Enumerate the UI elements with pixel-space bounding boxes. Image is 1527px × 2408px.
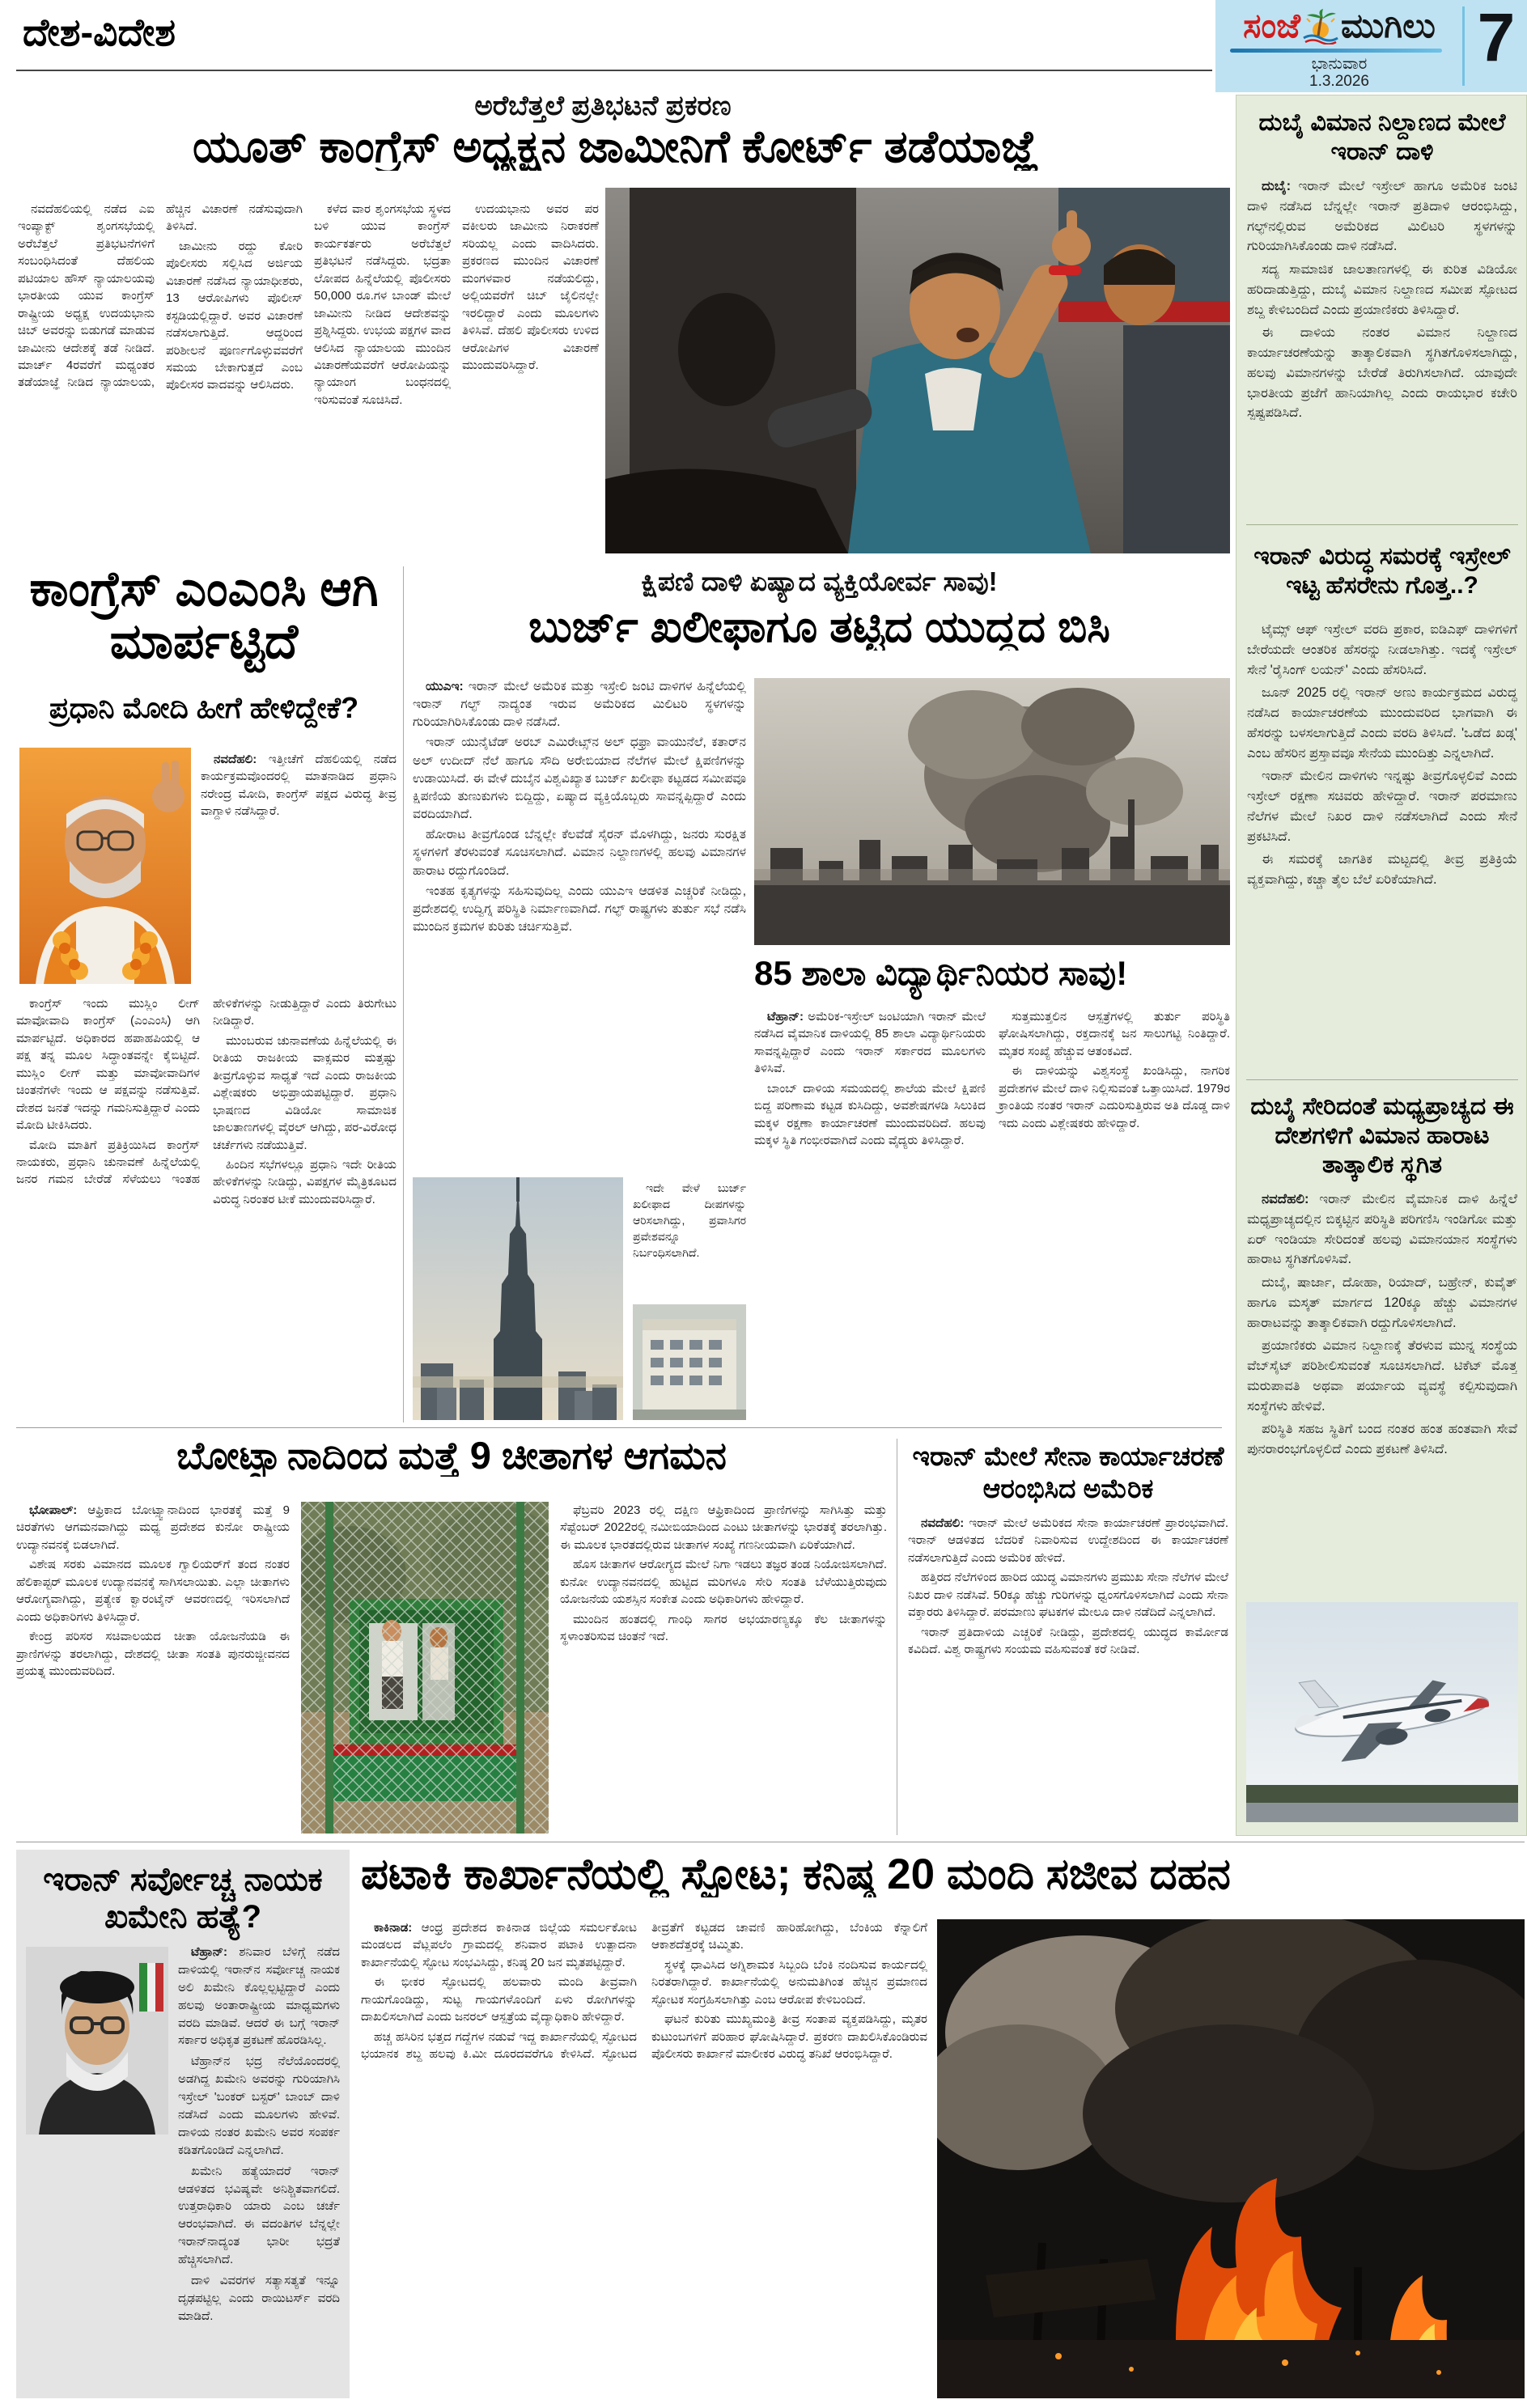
- burj-kicker: ಕ್ಷಿಪಣಿ ದಾಳಿ ಏಷ್ಯಾದ ವ್ಯಕ್ತಿಯೋರ್ವ ಸಾವು!: [641, 566, 998, 596]
- cheetah-body-right: ಫೆಬ್ರವರಿ 2023 ರಲ್ಲಿ ದಕ್ಷಿಣ ಆಫ್ರಿಕಾದಿಂದ ಪ್ರಾಣಿಗಳನ್ನು ಸಾಗಿಸಿತ್ತು ಮತ್ತು ಸೆಪ್ಟೆಂಬರ್ 2022ರಲ್ಲಿ ನಮೀಬಿಯಾದಿಂದ ಎಂಟು ಚೀತಾಗಳನ್ನು ಭಾರತಕ್ಕೆ ತರಲಾಗಿತ್ತು. ಈ ಮೂಲಕ ಭಾರತದಲ್ಲಿರುವ ಚೀತಾಗಳ ಸಂಖ್ಯೆ ಗಣನೀಯವಾಗಿ ಏರಿಕೆಯಾಗಿದೆ. ಹೊಸ ಚೀತಾಗಳ ಆರೋಗ್ಯದ ಮೇಲೆ ನಿಗಾ ಇಡಲು ತಜ್ಞರ ತಂಡ ನಿಯೋಜಿಸಲಾಗಿದೆ. ಕುನೋ ಉದ್ಯಾನವನದಲ್ಲಿ ಹುಟ್ಟಿದ ಮರಿಗಳೂ ಸೇರಿ ಸಂತತಿ ಬೆಳೆಯುತ್ತಿರುವುದು ಯೋಜನೆಯ ಯಶಸ್ಸಿನ ಸಂಕೇತ ಎಂದು ಅಧಿಕಾರಿಗಳು ಹೇಳಿದ್ದಾರೆ. ಮುಂದಿನ ಹಂತದಲ್ಲಿ ಗಾಂಧಿ ಸಾಗರ ಅಭಯಾರಣ್ಯಕ್ಕೂ ಕೆಲ ಚೀತಾಗಳನ್ನು ಸ್ಥಳಾಂತರಿಸುವ ಚಿಂತನೆ ಇದೆ.: [560, 1503, 887, 1644]
- flights-article-body: ನವದೆಹಲಿ: ಇರಾನ್ ಮೇಲಿನ ವೈಮಾನಿಕ ದಾಳಿ ಹಿನ್ನೆಲೆ ಮಧ್ಯಪ್ರಾಚ್ಯದಲ್ಲಿನ ಬಿಕ್ಕಟ್ಟಿನ ಪರಿಸ್ಥಿತಿ ಪರಿಗಣಿಸಿ ಇಂಡಿಗೋ ಮತ್ತು ಏರ್ ಇಂಡಿಯಾ ಸೇರಿದಂತೆ ಹಲವು ವಿಮಾನಯಾನ ಸಂಸ್ಥೆಗಳು ಹಾರಾಟ ಸ್ಥಗಿತಗೊಳಿಸಿವೆ. ದುಬೈ, ಷಾರ್ಜಾ, ದೋಹಾ, ರಿಯಾದ್, ಬಹ್ರೇನ್, ಕುವೈತ್ ಹಾಗೂ ಮಸ್ಕತ್ ಮಾರ್ಗದ 120ಕ್ಕೂ ಹೆಚ್ಚು ವಿಮಾನಗಳ ಹಾರಾಟವನ್ನು ತಾತ್ಕಾಲಿಕವಾಗಿ ರದ್ದುಗೊಳಿಸಲಾಗಿದೆ. ಪ್ರಯಾಣಿಕರು ವಿಮಾನ ನಿಲ್ದಾಣಕ್ಕೆ ತೆರಳುವ ಮುನ್ನ ಸಂಸ್ಥೆಯ ವೆಬ್‌ಸೈಟ್ ಪರಿಶೀಲಿಸುವಂತೆ ಸೂಚಿಸಲಾಗಿದೆ. ಟಿಕೆಟ್ ಮೊತ್ತ ಮರುಪಾವತಿ ಅಥವಾ ಪರ್ಯಾಯ ವ್ಯವಸ್ಥೆ ಕಲ್ಪಿಸುವುದಾಗಿ ಸಂಸ್ಥೆಗಳು ಹೇಳಿವೆ. ಪರಿಸ್ಥಿತಿ ಸಹಜ ಸ್ಥಿತಿಗೆ ಬಂದ ನಂತರ ಹಂತ ಹಂತವಾಗಿ ಸೇವೆ ಪುನರಾರಂಭಗೊಳ್ಳಲಿದೆ ಎಂದು ಪ್ರಕಟಣೆ ತಿಳಿಸಿದೆ.: [1247, 1192, 1517, 1456]
- column-divider-1: [403, 566, 404, 1422]
- us-operation-headline: ಇರಾನ್ ಮೇಲೆ ಸೇನಾ ಕಾರ್ಯಾಚರಣೆ ಆರಂಭಿಸಿದ ಅಮೆರಿಕ: [912, 1441, 1224, 1503]
- airport-article-headline: ದುಬೈ ವಿಮಾನ ನಿಲ್ದಾಣದ ಮೇಲೆ ಇರಾನ್ ದಾಳಿ: [1258, 109, 1506, 165]
- modi-photo: [19, 748, 191, 984]
- modi-headline: ಕಾಂಗ್ರೆಸ್ ಎಂಎಂಸಿ ಆಗಿ ಮಾರ್ಪಟ್ಟಿದೆ: [29, 562, 379, 668]
- us-operation-body: ನವದೆಹಲಿ: ಇರಾನ್ ಮೇಲೆ ಅಮೆರಿಕದ ಸೇನಾ ಕಾರ್ಯಾಚರಣೆ ಪ್ರಾರಂಭವಾಗಿದೆ. ಇರಾನ್ ಆಡಳಿತದ ಬೆದರಿಕೆ ನಿವಾರಿಸುವ ಉದ್ದೇಶದಿಂದ ಈ ಕಾರ್ಯಾಚರಣೆ ನಡೆಸಲಾಗುತ್ತಿದೆ ಎಂದು ಅಮೆರಿಕ ಹೇಳಿದೆ. ಹತ್ತಿರದ ನೆಲೆಗಳಿಂದ ಹಾರಿದ ಯುದ್ಧ ವಿಮಾನಗಳು ಪ್ರಮುಖ ಸೇನಾ ನೆಲೆಗಳ ಮೇಲೆ ನಿಖರ ದಾಳಿ ನಡೆಸಿವೆ. 50ಕ್ಕೂ ಹೆಚ್ಚು ಗುರಿಗಳನ್ನು ಧ್ವಂಸಗೊಳಿಸಲಾಗಿದೆ ಎಂದು ಸೇನಾ ವಕ್ತಾರರು ತಿಳಿಸಿದ್ದಾರೆ. ಪರಮಾಣು ಘಟಕಗಳ ಮೇಲೂ ದಾಳಿ ನಡೆದಿದೆ ಎನ್ನಲಾಗಿದೆ. ಇರಾನ್ ಪ್ರತಿದಾಳಿಯ ಎಚ್ಚರಿಕೆ ನೀಡಿದ್ದು, ಪ್ರದೇಶದಲ್ಲಿ ಯುದ್ಧದ ಕಾರ್ಮೋಡ ಕವಿದಿದೆ. ವಿಶ್ವ ರಾಷ್ಟ್ರಗಳು ಸಂಯಮ ವಹಿಸುವಂತೆ ಕರೆ ನೀಡಿವೆ.: [908, 1516, 1228, 1657]
- smoke-city-photo: [754, 678, 1230, 945]
- newspaper-logo: [1222, 6, 1457, 46]
- burj-body: ಯುಎಇ: ಇರಾನ್ ಮೇಲೆ ಅಮೆರಿಕ ಮತ್ತು ಇಸ್ರೇಲಿ ಜಂಟಿ ದಾಳಿಗಳ ಹಿನ್ನೆಲೆಯಲ್ಲಿ ಇರಾನ್ ಗಲ್ಫ್ ನಾದ್ಯಂತ ಇರುವ ಅಮೆರಿಕದ ಮಿಲಿಟರಿ ಸ್ಥಳಗಳನ್ನು ಗುರಿಯಾಗಿರಿಸಿಕೊಂಡು ದಾಳಿ ನಡೆಸಿದೆ. ಇರಾನ್ ಯುನೈಟೆಡ್ ಅರಬ್ ಎಮಿರೇಟ್ಸ್‌ನ ಅಲ್ ಧಫ್ರಾ ವಾಯುನೆಲೆ, ಕತಾರ್‌ನ ಅಲ್ ಉದೀದ್ ನೆಲೆ ಹಾಗೂ ಸೌದಿ ಅರೇಬಿಯಾದ ನೆಲೆಗಳ ಮೇಲೆ ಕ್ಷಿಪಣಿಗಳನ್ನು ಉಡಾಯಿಸಿದೆ. ಈ ವೇಳೆ ದುಬೈನ ವಿಶ್ವವಿಖ್ಯಾತ ಬುರ್ಜ್ ಖಲೀಫಾ ಕಟ್ಟಡದ ಸಮೀಪವೂ ಕ್ಷಿಪಣಿಯ ತುಣುಕುಗಳು ಬಿದ್ದಿದ್ದು, ಏಷ್ಯಾದ ವ್ಯಕ್ತಿಯೊಬ್ಬರು ಸಾವನ್ನಪ್ಪಿದ್ದಾರೆ ಎಂದು ವರದಿಯಾಗಿದೆ. ಹೋರಾಟ ತೀವ್ರಗೊಂಡ ಬೆನ್ನಲ್ಲೇ ಕೆಲವೆಡೆ ಸೈರನ್ ಮೊಳಗಿದ್ದು, ಜನರು ಸುರಕ್ಷಿತ ಸ್ಥಳಗಳಿಗೆ ತೆರಳುವಂತೆ ಸೂಚಿಸಲಾಗಿದೆ. ವಿಮಾನ ನಿಲ್ದಾಣಗಳಲ್ಲಿ ಹಲವು ವಿಮಾನಗಳ ಹಾರಾಟ ರದ್ದುಗೊಂಡಿದೆ. ಇಂತಹ ಕೃತ್ಯಗಳನ್ನು ಸಹಿಸುವುದಿಲ್ಲ ಎಂದು ಯುಎಇ ಆಡಳಿತ ಎಚ್ಚರಿಕೆ ನೀಡಿದ್ದು, ಪ್ರದೇಶದಲ್ಲಿ ಉದ್ವಿಗ್ನ ಪರಿಸ್ಥಿತಿ ನಿರ್ಮಾಣವಾಗಿದೆ. ಗಲ್ಫ್ ರಾಷ್ಟ್ರಗಳು ತುರ್ತು ಸಭೆ ನಡೆಸಿ ಮುಂದಿನ ಕ್ರಮಗಳ ಕುರಿತು ಚರ್ಚಿಸುತ್ತಿವೆ.: [413, 680, 746, 935]
- khamenei-body: ಟೆಹ್ರಾನ್: ಶನಿವಾರ ಬೆಳಿಗ್ಗೆ ನಡೆದ ದಾಳಿಯಲ್ಲಿ ಇರಾನ್‌ನ ಸರ್ವೋಚ್ಚ ನಾಯಕ ಅಲಿ ಖಮೇನಿ ಕೊಲ್ಲಲ್ಪಟ್ಟಿದ್ದಾರೆ ಎಂದು ಹಲವು ಅಂತಾರಾಷ್ಟ್ರೀಯ ಮಾಧ್ಯಮಗಳು ವರದಿ ಮಾಡಿವೆ. ಆದರೆ ಈ ಬಗ್ಗೆ ಇರಾನ್ ಸರ್ಕಾರ ಅಧಿಕೃತ ಪ್ರಕಟಣೆ ಹೊರಡಿಸಿಲ್ಲ. ಟೆಹ್ರಾನ್‌ನ ಭದ್ರ ನೆಲೆಯೊಂದರಲ್ಲಿ ಅಡಗಿದ್ದ ಖಮೇನಿ ಅವರನ್ನು ಗುರಿಯಾಗಿಸಿ ಇಸ್ರೇಲ್ 'ಬಂಕರ್ ಬಸ್ಟರ್' ಬಾಂಬ್ ದಾಳಿ ನಡೆಸಿದೆ ಎಂದು ಮೂಲಗಳು ಹೇಳಿವೆ. ದಾಳಿಯ ನಂತರ ಖಮೇನಿ ಅವರ ಸಂಪರ್ಕ ಕಡಿತಗೊಂಡಿದೆ ಎನ್ನಲಾಗಿದೆ. ಖಮೇನಿ ಹತ್ಯೆಯಾದರೆ ಇರಾನ್ ಆಡಳಿತದ ಭವಿಷ್ಯವೇ ಅನಿಶ್ಚಿತವಾಗಲಿದೆ. ಉತ್ತರಾಧಿಕಾರಿ ಯಾರು ಎಂಬ ಚರ್ಚೆ ಆರಂಭವಾಗಿದೆ. ಈ ವದಂತಿಗಳ ಬೆನ್ನಲ್ಲೇ ಇರಾನ್‌ನಾದ್ಯಂತ ಭಾರೀ ಭದ್ರತೆ ಹೆಚ್ಚಿಸಲಾಗಿದೆ. ದಾಳಿ ವಿವರಗಳ ಸತ್ಯಾಸತ್ಯತೆ ಇನ್ನೂ ದೃಢಪಟ್ಟಿಲ್ಲ ಎಂದು ರಾಯಿಟರ್ಸ್ ವರದಿ ಮಾಡಿದೆ.: [178, 1945, 340, 2323]
- section-title: ದೇಶ-ವಿದೇಶ: [23, 11, 176, 53]
- firecracker-headline: ಪಟಾಕಿ ಕಾರ್ಖಾನೆಯಲ್ಲಿ ಸ್ಫೋಟ; ಕನಿಷ್ಠ 20 ಮಂದಿ ಸಜೀವ ದಹನ: [361, 1851, 1231, 1898]
- school-body: ಟೆಹ್ರಾನ್: ಅಮೆರಿಕ-ಇಸ್ರೇಲ್ ಜಂಟಿಯಾಗಿ ಇರಾನ್ ಮೇಲೆ ನಡೆಸಿದ ವೈಮಾನಿಕ ದಾಳಿಯಲ್ಲಿ 85 ಶಾಲಾ ವಿದ್ಯಾರ್ಥಿನಿಯರು ಸಾವನ್ನಪ್ಪಿದ್ದಾರೆ ಎಂದು ಇರಾನ್ ಸರ್ಕಾರದ ಮೂಲಗಳು ತಿಳಿಸಿವೆ. ಬಾಂಬ್ ದಾಳಿಯ ಸಮಯದಲ್ಲಿ ಶಾಲೆಯ ಮೇಲೆ ಕ್ಷಿಪಣಿ ಬಿದ್ದ ಪರಿಣಾಮ ಕಟ್ಟಡ ಕುಸಿದಿದ್ದು, ಅವಶೇಷಗಳಡಿ ಸಿಲುಕಿದ ಮಕ್ಕಳ ರಕ್ಷಣಾ ಕಾರ್ಯಾಚರಣೆ ಮುಂದುವರಿದಿದೆ. ಹಲವು ಮಕ್ಕಳ ಸ್ಥಿತಿ ಗಂಭೀರವಾಗಿದೆ ಎಂದು ವೈದ್ಯರು ತಿಳಿಸಿದ್ದಾರೆ. ಸುತ್ತಮುತ್ತಲಿನ ಆಸ್ಪತ್ರೆಗಳಲ್ಲಿ ತುರ್ತು ಪರಿಸ್ಥಿತಿ ಘೋಷಿಸಲಾಗಿದ್ದು, ರಕ್ತದಾನಕ್ಕೆ ಜನ ಸಾಲುಗಟ್ಟಿ ನಿಂತಿದ್ದಾರೆ. ಮೃತರ ಸಂಖ್ಯೆ ಹೆಚ್ಚುವ ಆತಂಕವಿದೆ. ಈ ದಾಳಿಯನ್ನು ವಿಶ್ವಸಂಸ್ಥೆ ಖಂಡಿಸಿದ್ದು, ನಾಗರಿಕ ಪ್ರದೇಶಗಳ ಮೇಲೆ ದಾಳಿ ನಿಲ್ಲಿಸುವಂತೆ ಒತ್ತಾಯಿಸಿದೆ. 1979ರ ಕ್ರಾಂತಿಯ ನಂತರ ಇರಾನ್ ಎದುರಿಸುತ್ತಿರುವ ಅತಿ ದೊಡ್ಡ ದಾಳಿ ಇದು ಎಂದು ವಿಶ್ಲೇಷಕರು ಹೇಳಿದ್ದಾರೆ.: [754, 1010, 1230, 1148]
- modi-subhead: ಪ್ರಧಾನಿ ಮೋದಿ ಹೀಗೆ ಹೇಳಿದ್ದೇಕೆ?: [49, 691, 359, 724]
- arrest-photo: [605, 188, 1230, 553]
- lead-body: ನವದೆಹಲಿಯಲ್ಲಿ ನಡೆದ ಎಐ ಇಂಪ್ಯಾಕ್ಟ್ ಶೃಂಗಸಭೆಯಲ್ಲಿ ಅರೆಬೆತ್ತಲೆ ಪ್ರತಿಭಟನೆಗಳಿಗೆ ಸಂಬಂಧಿಸಿದಂತೆ ದೆಹಲಿಯ ಪಟಿಯಾಲ ಹೌಸ್ ನ್ಯಾಯಾಲಯವು ಭಾರತೀಯ ಯುವ ಕಾಂಗ್ರೆಸ್ ರಾಷ್ಟ್ರೀಯ ಅಧ್ಯಕ್ಷ ಉದಯಭಾನು ಚಿಬ್ ಅವರನ್ನು ಬಿಡುಗಡೆ ಮಾಡುವ ಜಾಮೀನು ಆದೇಶಕ್ಕೆ ತಡೆ ನೀಡಿದೆ. ಮಾರ್ಚ್ 4ರವರೆಗೆ ಮಧ್ಯಂತರ ತಡೆಯಾಜ್ಞೆ ನೀಡಿದ ನ್ಯಾಯಾಲಯ, ಹೆಚ್ಚಿನ ವಿಚಾರಣೆ ನಡೆಸುವುದಾಗಿ ತಿಳಿಸಿದೆ. ಜಾಮೀನು ರದ್ದು ಕೋರಿ ಪೊಲೀಸರು ಸಲ್ಲಿಸಿದ ಅರ್ಜಿಯ ವಿಚಾರಣೆ ನಡೆಸಿದ ನ್ಯಾಯಾಧೀಶರು, 13 ಆರೋಪಿಗಳು ಪೊಲೀಸ್ ಕಸ್ಟಡಿಯಲ್ಲಿದ್ದಾರೆ. ಅವರ ವಿಚಾರಣೆ ನಡೆಸಲಾಗುತ್ತಿದೆ. ಆದ್ದರಿಂದ ಪರಿಶೀಲನೆ ಪೂರ್ಣಗೊಳ್ಳುವವರೆಗೆ ಸಮಯ ಬೇಕಾಗುತ್ತದೆ ಎಂಬ ಪೊಲೀಸರ ವಾದವನ್ನು ಆಲಿಸಿದರು. ಕಳೆದ ವಾರ ಶೃಂಗಸಭೆಯ ಸ್ಥಳದ ಬಳಿ ಯುವ ಕಾಂಗ್ರೆಸ್ ಕಾರ್ಯಕರ್ತರು ಅರೆಬೆತ್ತಲೆ ಪ್ರತಿಭಟನೆ ನಡೆಸಿದ್ದರು. ಭದ್ರತಾ ಲೋಪದ ಹಿನ್ನೆಲೆಯಲ್ಲಿ ಪೊಲೀಸರು 50,000 ರೂ.ಗಳ ಬಾಂಡ್ ಮೇಲೆ ಜಾಮೀನು ನೀಡಿದ ಆದೇಶವನ್ನು ಪ್ರಶ್ನಿಸಿದ್ದರು. ಉಭಯ ಪಕ್ಷಗಳ ವಾದ ಆಲಿಸಿದ ನ್ಯಾಯಾಲಯ ಮುಂದಿನ ವಿಚಾರಣೆಯವರೆಗೆ ಆರೋಪಿಯನ್ನು ನ್ಯಾಯಾಂಗ ಬಂಧನದಲ್ಲಿ ಇರಿಸುವಂತೆ ಸೂಚಿಸಿದೆ. ಉದಯಭಾನು ಅವರ ಪರ ವಕೀಲರು ಜಾಮೀನು ನಿರಾಕರಣೆ ಸರಿಯಲ್ಲ ಎಂದು ವಾದಿಸಿದರು. ಪ್ರಕರಣದ ಮುಂದಿನ ವಿಚಾರಣೆ ಮಂಗಳವಾರ ನಡೆಯಲಿದ್ದು, ಅಲ್ಲಿಯವರೆಗೆ ಚಿಬ್ ಜೈಲಿನಲ್ಲೇ ಇರಲಿದ್ದಾರೆ ಎಂದು ಮೂಲಗಳು ತಿಳಿಸಿವೆ. ದೆಹಲಿ ಪೊಲೀಸರು ಉಳಿದ ಆರೋಪಿಗಳ ವಿಚಾರಣೆ ಮುಂದುವರಿಸಿದ್ದಾರೆ.: [18, 202, 599, 407]
- masthead-divider: [1462, 6, 1465, 86]
- firecracker-body: ಕಾಕಿನಾಡ: ಆಂಧ್ರ ಪ್ರದೇಶದ ಕಾಕಿನಾಡ ಜಿಲ್ಲೆಯ ಸಮರ್ಲಕೋಟ ಮಂಡಲದ ವೆಟ್ಲಪಲೆಂ ಗ್ರಾಮದಲ್ಲಿ ಶನಿವಾರ ಪಟಾಕಿ ಉತ್ಪಾದನಾ ಕಾರ್ಖಾನೆಯಲ್ಲಿ ಸ್ಫೋಟ ಸಂಭವಿಸಿದ್ದು, ಕನಿಷ್ಠ 20 ಜನ ಮೃತಪಟ್ಟಿದ್ದಾರೆ. ಈ ಭೀಕರ ಸ್ಫೋಟದಲ್ಲಿ ಹಲವಾರು ಮಂದಿ ತೀವ್ರವಾಗಿ ಗಾಯಗೊಂಡಿದ್ದು, ಸುಟ್ಟ ಗಾಯಗಳೊಂದಿಗೆ ಏಳು ರೋಗಿಗಳನ್ನು ದಾಖಲಿಸಲಾಗಿದೆ ಎಂದು ಜನರಲ್ ಆಸ್ಪತ್ರೆಯ ವೈದ್ಯಾಧಿಕಾರಿ ಹೇಳಿದ್ದಾರೆ. ಹಚ್ಚ ಹಸಿರಿನ ಭತ್ತದ ಗದ್ದೆಗಳ ನಡುವೆ ಇದ್ದ ಕಾರ್ಖಾನೆಯಲ್ಲಿ ಸ್ಫೋಟದ ಭಯಾನಕ ಶಬ್ದ ಹಲವು ಕಿ.ಮೀ ದೂರದವರೆಗೂ ಕೇಳಿಸಿದೆ. ಸ್ಫೋಟದ ತೀವ್ರತೆಗೆ ಕಟ್ಟಡದ ಚಾವಣಿ ಹಾರಿಹೋಗಿದ್ದು, ಬೆಂಕಿಯ ಕೆನ್ನಾಲಿಗೆ ಆಕಾಶದೆತ್ತರಕ್ಕೆ ಚಿಮ್ಮಿತು. ಸ್ಥಳಕ್ಕೆ ಧಾವಿಸಿದ ಅಗ್ನಿಶಾಮಕ ಸಿಬ್ಬಂದಿ ಬೆಂಕಿ ನಂದಿಸುವ ಕಾರ್ಯದಲ್ಲಿ ನಿರತರಾಗಿದ್ದಾರೆ. ಕಾರ್ಖಾನೆಯಲ್ಲಿ ಅನುಮತಿಗಿಂತ ಹೆಚ್ಚಿನ ಪ್ರಮಾಣದ ಸ್ಫೋಟಕ ಸಂಗ್ರಹಿಸಲಾಗಿತ್ತು ಎಂಬ ಆರೋಪ ಕೇಳಿಬಂದಿದೆ. ಘಟನೆ ಕುರಿತು ಮುಖ್ಯಮಂತ್ರಿ ತೀವ್ರ ಸಂತಾಪ ವ್ಯಕ್ತಪಡಿಸಿದ್ದು, ಮೃತರ ಕುಟುಂಬಗಳಿಗೆ ಪರಿಹಾರ ಘೋಷಿಸಿದ್ದಾರೆ. ಪ್ರಕರಣ ದಾಖಲಿಸಿಕೊಂಡಿರುವ ಪೊಲೀಸರು ಕಾರ್ಖಾನೆ ಮಾಲೀಕರ ವಿರುದ್ಧ ತನಿಖೆ ಆರಂಭಿಸಿದ್ದಾರೆ.: [361, 1921, 927, 2062]
- burj-headline: ಬುರ್ಜ್ ಖಲೀಫಾಗೂ ತಟ್ಟಿದ ಯುದ್ಧದ ಬಿಸಿ: [528, 604, 1110, 651]
- khamenei-photo: [26, 1947, 168, 2135]
- cheetah-body-left: ಭೋಪಾಲ್: ಆಫ್ರಿಕಾದ ಬೋಟ್ಸ್ವಾನಾದಿಂದ ಭಾರತಕ್ಕೆ ಮತ್ತೆ 9 ಚಿರತೆಗಳು ಆಗಮನವಾಗಿದ್ದು ಮಧ್ಯ ಪ್ರದೇಶದ ಕುನೋ ರಾಷ್ಟ್ರೀಯ ಉದ್ಯಾನವನಕ್ಕೆ ಬಿಡಲಾಗಿದೆ. ವಿಶೇಷ ಸರಕು ವಿಮಾನದ ಮೂಲಕ ಗ್ವಾಲಿಯರ್‌ಗೆ ತಂದ ನಂತರ ಹೆಲಿಕಾಪ್ಟರ್ ಮೂಲಕ ಉದ್ಯಾನವನಕ್ಕೆ ಸಾಗಿಸಲಾಯಿತು. ಎಲ್ಲಾ ಚೀತಾಗಳು ಆರೋಗ್ಯವಾಗಿದ್ದು, ಪ್ರತ್ಯೇಕ ಕ್ವಾರಂಟೈನ್ ಆವರಣದಲ್ಲಿ ಇರಿಸಲಾಗಿದೆ ಎಂದು ಅಧಿಕಾರಿಗಳು ತಿಳಿಸಿದ್ದಾರೆ. ಕೇಂದ್ರ ಪರಿಸರ ಸಚಿವಾಲಯದ ಚೀತಾ ಯೋಜನೆಯಡಿ ಈ ಪ್ರಾಣಿಗಳನ್ನು ತರಲಾಗಿದ್ದು, ದೇಶದಲ್ಲಿ ಚೀತಾ ಸಂತತಿ ಪುನರುಜ್ಜೀವನದ ಪ್ರಯತ್ನ ಮುಂದುವರಿದಿದೆ.: [16, 1503, 290, 1678]
- khamenei-article: [16, 1850, 350, 2398]
- right-news-panel: [1236, 95, 1527, 1836]
- page-number: 7: [1477, 0, 1516, 75]
- burj-side-note: ಇದೇ ವೇಳೆ ಬುರ್ಜ್ ಖಲೀಫಾದ ದೀಪಗಳನ್ನು ಆರಿಸಲಾಗಿದ್ದು, ಪ್ರವಾಸಿಗರ ಪ್ರವೇಶವನ್ನೂ ನಿರ್ಬಂಧಿಸಲಾಗಿದೆ.: [633, 1181, 746, 1260]
- modi-body-top: ನವದೆಹಲಿ: ಇತ್ತೀಚೆಗೆ ದೆಹಲಿಯಲ್ಲಿ ನಡೆದ ಕಾರ್ಯಕ್ರಮವೊಂದರಲ್ಲಿ ಮಾತನಾಡಿದ ಪ್ರಧಾನಿ ನರೇಂದ್ರ ಮೋದಿ, ಕಾಂಗ್ರೆಸ್ ಪಕ್ಷದ ವಿರುದ್ಧ ತೀವ್ರ ವಾಗ್ದಾಳಿ ನಡೆಸಿದ್ದಾರೆ.: [201, 752, 397, 819]
- panel-divider-2: [1246, 1079, 1518, 1080]
- logo-text-black: ಮುಗಿಲು: [1340, 6, 1436, 45]
- burj-khalifa-photo: [413, 1177, 623, 1420]
- section-divider-1: [16, 1427, 1222, 1428]
- masthead-date: 1.3.2026: [1309, 73, 1369, 90]
- codename-article-body: ಟೈಮ್ಸ್ ಆಫ್ ಇಸ್ರೇಲ್ ವರದಿ ಪ್ರಕಾರ, ಐಡಿಎಫ್ ದಾಳಿಗಳಿಗೆ ಬೇರೆಯದೇ ಆಂತರಿಕ ಹೆಸರನ್ನು ನೀಡಲಾಗಿತ್ತು. ಇದಕ್ಕೆ ಇಸ್ರೇಲ್ ಸೇನೆ 'ರೈಸಿಂಗ್ ಲಯನ್' ಎಂದು ಹೆಸರಿಸಿದೆ. ಜೂನ್ 2025 ರಲ್ಲಿ ಇರಾನ್ ಅಣು ಕಾರ್ಯಕ್ರಮದ ವಿರುದ್ಧ ನಡೆಸಿದ ಕಾರ್ಯಾಚರಣೆಯ ಮುಂದುವರಿದ ಭಾಗವಾಗಿ ಈ ಹೆಸರನ್ನು ಬಳಸಲಾಗುತ್ತಿದೆ ಎಂದು ವರದಿ ತಿಳಿಸಿದೆ. 'ಒಡೆದ ಖಡ್ಗ' ಎಂಬ ಹೆಸರಿನ ಪ್ರಸ್ತಾವವೂ ಸೇನೆಯ ಮುಂದಿತ್ತು ಎನ್ನಲಾಗಿದೆ. ಇರಾನ್ ಮೇಲಿನ ದಾಳಿಗಳು ಇನ್ನಷ್ಟು ತೀವ್ರಗೊಳ್ಳಲಿವೆ ಎಂದು ಇಸ್ರೇಲ್ ರಕ್ಷಣಾ ಸಚಿವರು ಹೇಳಿದ್ದಾರೆ. ಇರಾನ್ ಪರಮಾಣು ನೆಲೆಗಳ ಮೇಲೆ ನಿಖರ ದಾಳಿ ನಡೆಸಲಾಗಿದೆ ಎಂದು ಸೇನೆ ಪ್ರಕಟಿಸಿದೆ. ಈ ಸಮರಕ್ಕೆ ಜಾಗತಿಕ ಮಟ್ಟದಲ್ಲಿ ತೀವ್ರ ಪ್ರತಿಕ್ರಿಯೆ ವ್ಯಕ್ತವಾಗಿದ್ದು, ಕಚ್ಚಾ ತೈಲ ಬೆಲೆ ಏರಿಕೆಯಾಗಿದೆ.: [1247, 622, 1517, 887]
- masthead: [1215, 0, 1527, 92]
- masthead-day: ಭಾನುವಾರ: [1311, 55, 1368, 73]
- cheetah-release-photo: [301, 1502, 549, 1834]
- modi-body: ಕಾಂಗ್ರೆಸ್ ಇಂದು ಮುಸ್ಲಿಂ ಲೀಗ್ ಮಾವೋವಾದಿ ಕಾಂಗ್ರೆಸ್ (ಎಂಎಂಸಿ) ಆಗಿ ಮಾರ್ಪಟ್ಟಿದೆ. ಅಧಿಕಾರದ ಹಪಾಹಪಿಯಲ್ಲಿ ಆ ಪಕ್ಷ ತನ್ನ ಮೂಲ ಸಿದ್ಧಾಂತವನ್ನೇ ಕೈಬಿಟ್ಟಿದೆ. ಮುಸ್ಲಿಂ ಲೀಗ್ ಮತ್ತು ಮಾವೋವಾದಿಗಳ ಚಿಂತನೆಗಳೇ ಇಂದು ಆ ಪಕ್ಷವನ್ನು ನಡೆಸುತ್ತಿವೆ. ದೇಶದ ಜನತೆ ಇದನ್ನು ಗಮನಿಸುತ್ತಿದ್ದಾರೆ ಎಂದು ಮೋದಿ ಟೀಕಿಸಿದರು. ಮೋದಿ ಮಾತಿಗೆ ಪ್ರತಿಕ್ರಿಯಿಸಿದ ಕಾಂಗ್ರೆಸ್ ನಾಯಕರು, ಪ್ರಧಾನಿ ಚುನಾವಣೆ ಹಿನ್ನೆಲೆಯಲ್ಲಿ ಜನರ ಗಮನ ಬೇರೆಡೆ ಸೆಳೆಯಲು ಇಂತಹ ಹೇಳಿಕೆಗಳನ್ನು ನೀಡುತ್ತಿದ್ದಾರೆ ಎಂದು ತಿರುಗೇಟು ನೀಡಿದ್ದಾರೆ. ಮುಂಬರುವ ಚುನಾವಣೆಯ ಹಿನ್ನೆಲೆಯಲ್ಲಿ ಈ ರೀತಿಯ ರಾಜಕೀಯ ವಾಕ್ಸಮರ ಮತ್ತಷ್ಟು ತೀವ್ರಗೊಳ್ಳುವ ಸಾಧ್ಯತೆ ಇದೆ ಎಂದು ರಾಜಕೀಯ ವಿಶ್ಲೇಷಕರು ಅಭಿಪ್ರಾಯಪಟ್ಟಿದ್ದಾರೆ. ಪ್ರಧಾನಿ ಭಾಷಣದ ವಿಡಿಯೋ ಸಾಮಾಜಿಕ ಜಾಲತಾಣಗಳಲ್ಲಿ ವೈರಲ್ ಆಗಿದ್ದು, ಪರ-ವಿರೋಧ ಚರ್ಚೆಗಳು ನಡೆಯುತ್ತಿವೆ. ಹಿಂದಿನ ಸಭೆಗಳಲ್ಲೂ ಪ್ರಧಾನಿ ಇದೇ ರೀತಿಯ ಹೇಳಿಕೆಗಳನ್ನು ನೀಡಿದ್ದು, ವಿಪಕ್ಷಗಳ ಮೈತ್ರಿಕೂಟದ ವಿರುದ್ಧ ನಿರಂತರ ಟೀಕೆ ಮುಂದುವರಿಸಿದ್ದಾರೆ.: [16, 997, 397, 1206]
- airport-article-body: ದುಬೈ: ಇರಾನ್ ಮೇಲೆ ಇಸ್ರೇಲ್ ಹಾಗೂ ಅಮೆರಿಕ ಜಂಟಿ ದಾಳಿ ನಡೆಸಿದ ಬೆನ್ನಲ್ಲೇ ಇರಾನ್ ಪ್ರತಿದಾಳಿ ಆರಂಭಿಸಿದ್ದು, ಗಲ್ಫ್‌ನಲ್ಲಿರುವ ಅಮೆರಿಕದ ಮಿಲಿಟರಿ ಸ್ಥಳಗಳನ್ನು ಗುರಿಯಾಗಿಸಿಕೊಂಡು ದಾಳಿ ನಡೆಸಿದೆ. ಸದ್ಯ ಸಾಮಾಜಿಕ ಜಾಲತಾಣಗಳಲ್ಲಿ ಈ ಕುರಿತ ವಿಡಿಯೋ ಹರಿದಾಡುತ್ತಿದ್ದು, ದುಬೈ ವಿಮಾನ ನಿಲ್ದಾಣದ ಸಮೀಪ ಸ್ಫೋಟದ ಶಬ್ದ ಕೇಳಿಬಂದಿದೆ ಎಂದು ಪ್ರಯಾಣಿಕರು ತಿಳಿಸಿದ್ದಾರೆ. ಈ ದಾಳಿಯ ನಂತರ ವಿಮಾನ ನಿಲ್ದಾಣದ ಕಾರ್ಯಾಚರಣೆಯನ್ನು ತಾತ್ಕಾಲಿಕವಾಗಿ ಸ್ಥಗಿತಗೊಳಿಸಲಾಗಿದ್ದು, ಹಲವು ವಿಮಾನಗಳನ್ನು ಬೇರೆಡೆ ತಿರುಗಿಸಲಾಗಿದೆ. ಯಾವುದೇ ಭಾರತೀಯ ಪ್ರಜೆಗೆ ಹಾನಿಯಾಗಿಲ್ಲ ಎಂದು ರಾಯಭಾರ ಕಚೇರಿ ಸ್ಪಷ್ಟಪಡಿಸಿದೆ.: [1247, 179, 1517, 421]
- cheetah-headline: ಬೋಟ್ಸ್ವಾನಾದಿಂದ ಮತ್ತೆ 9 ಚೀತಾಗಳ ಆಗಮನ: [176, 1435, 727, 1477]
- flights-article-headline: ದುಬೈ ಸೇರಿದಂತೆ ಮಧ್ಯಪ್ರಾಚ್ಯದ ಈ ದೇಶಗಳಿಗೆ ವಿಮಾನ ಹಾರಾಟ ತಾತ್ಕಾಲಿಕ ಸ್ಥಗಿತ: [1250, 1093, 1514, 1178]
- fire-explosion-photo: [937, 1919, 1525, 2398]
- header-rule: [16, 70, 1212, 71]
- logo-underline: [1230, 49, 1442, 53]
- school-headline: 85 ಶಾಲಾ ವಿದ್ಯಾರ್ಥಿನಿಯರ ಸಾವು!: [754, 954, 1128, 992]
- panel-divider-1: [1246, 524, 1518, 525]
- building-photo: [633, 1304, 746, 1420]
- palm-sun-icon: [1302, 9, 1339, 45]
- lead-headline: ಯೂತ್ ಕಾಂಗ್ರೆಸ್ ಅಧ್ಯಕ್ಷನ ಜಾಮೀನಿಗೆ ಕೋರ್ಟ್ ತಡೆಯಾಜ್ಞೆ: [193, 123, 1039, 172]
- logo-text-red: ಸಂಜೆ: [1243, 6, 1300, 45]
- airplane-photo: [1246, 1602, 1518, 1822]
- khamenei-headline: ಇರಾನ್ ಸರ್ವೋಚ್ಚ ನಾಯಕ ಖಮೇನಿ ಹತ್ಯೆ?: [43, 1862, 323, 1935]
- codename-article-headline: ಇರಾನ್ ವಿರುದ್ಧ ಸಮರಕ್ಕೆ ಇಸ್ರೇಲ್ ಇಟ್ಟ ಹೆಸರೇನು ಗೊತ್ತ..?: [1253, 543, 1511, 599]
- lead-kicker: ಅರೆಬೆತ್ತಲೆ ಪ್ರತಿಭಟನೆ ಪ್ರಕರಣ: [474, 91, 732, 121]
